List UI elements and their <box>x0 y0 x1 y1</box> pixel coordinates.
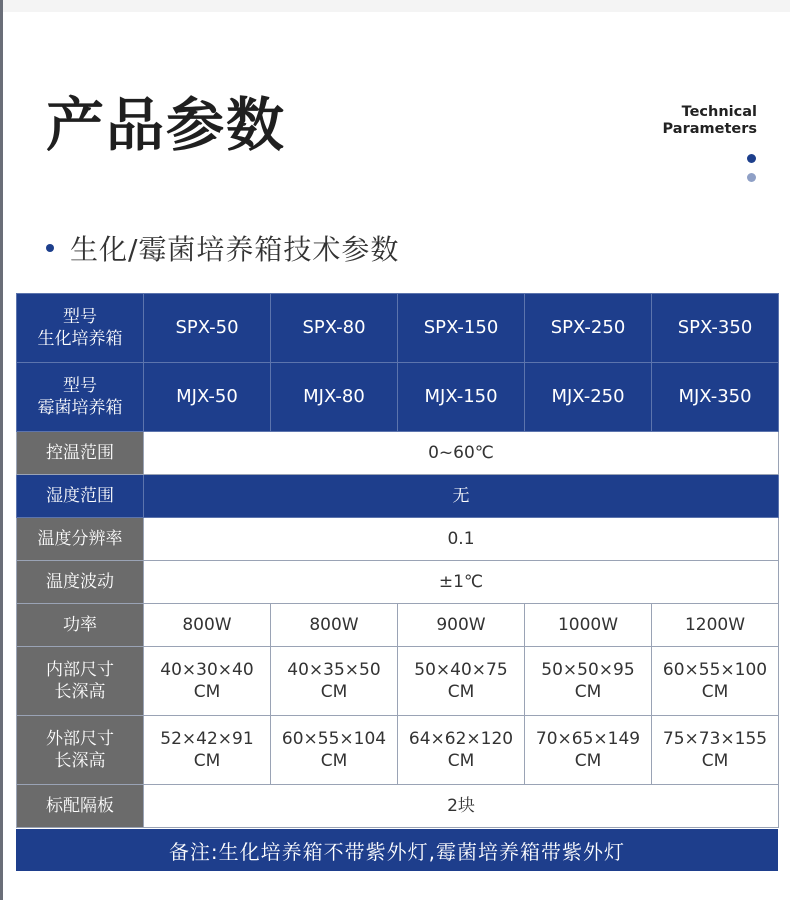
row-label <box>17 363 144 432</box>
table-cell <box>398 716 525 785</box>
label-line: 型号 <box>63 376 97 396</box>
table-cell <box>144 716 271 785</box>
row-temp-fluctuation <box>17 561 779 604</box>
dimension-value: 64×62×120 <box>408 729 514 749</box>
bullet-icon <box>46 244 54 252</box>
row-temp-range <box>17 432 779 475</box>
table-cell: MJX-50 <box>144 363 271 432</box>
row-model-spx <box>17 294 779 363</box>
dimension-value: 40×30×40 <box>160 660 254 680</box>
table-cell: 1200W <box>652 604 779 647</box>
top-band <box>0 0 790 12</box>
dimension-unit: CM <box>574 682 602 702</box>
row-inner-size <box>17 647 779 716</box>
table-cell: SPX-50 <box>144 294 271 363</box>
dimension-unit: CM <box>701 751 729 771</box>
dimension-value: 70×65×149 <box>535 729 641 749</box>
page-title: 产品参数 <box>46 91 287 159</box>
dimension-value: 60×55×100 <box>662 660 768 680</box>
english-subtitle <box>617 104 757 138</box>
table-cell: SPX-350 <box>652 294 779 363</box>
label-line: 长深高 <box>54 751 106 771</box>
row-model-mjx <box>17 363 779 432</box>
row-humidity-range <box>17 475 779 518</box>
label-line: 内部尺寸 <box>46 660 114 680</box>
dimension-value: 75×73×155 <box>662 729 768 749</box>
remark-banner: 备注:生化培养箱不带紫外灯,霉菌培养箱带紫外灯 <box>16 829 778 871</box>
row-label: 湿度范围 <box>17 475 144 518</box>
table-cell <box>652 647 779 716</box>
row-label: 标配隔板 <box>17 785 144 828</box>
table-cell <box>525 647 652 716</box>
label-line: 霉菌培养箱 <box>37 398 123 418</box>
row-label <box>17 647 144 716</box>
english-subtitle-line-2: Parameters <box>662 121 757 137</box>
table-cell: 900W <box>398 604 525 647</box>
row-temp-resolution <box>17 518 779 561</box>
row-shelves <box>17 785 779 828</box>
label-line: 型号 <box>63 307 97 327</box>
dimension-unit: CM <box>320 751 348 771</box>
table-cell: MJX-350 <box>652 363 779 432</box>
left-edge-bar <box>0 0 3 900</box>
english-subtitle-line-1: Technical <box>681 104 757 120</box>
row-label: 控温范围 <box>17 432 144 475</box>
table-cell <box>652 716 779 785</box>
row-outer-size <box>17 716 779 785</box>
table-cell <box>144 647 271 716</box>
table-cell: MJX-150 <box>398 363 525 432</box>
dimension-value: 50×40×75 <box>414 660 508 680</box>
row-label: 功率 <box>17 604 144 647</box>
dimension-unit: CM <box>447 682 475 702</box>
row-label <box>17 294 144 363</box>
dimension-unit: CM <box>447 751 475 771</box>
table-cell: 无 <box>144 475 779 518</box>
table-cell: SPX-80 <box>271 294 398 363</box>
table-cell: MJX-80 <box>271 363 398 432</box>
dimension-value: 50×50×95 <box>541 660 635 680</box>
dimension-unit: CM <box>574 751 602 771</box>
decor-dot-dark <box>747 154 756 163</box>
table-cell: ±1℃ <box>144 561 779 604</box>
section-heading <box>46 228 399 268</box>
table-cell: 800W <box>271 604 398 647</box>
table-cell: 0.1 <box>144 518 779 561</box>
table-cell: 800W <box>144 604 271 647</box>
table-cell: MJX-250 <box>525 363 652 432</box>
row-label <box>17 716 144 785</box>
dimension-value: 60×55×104 <box>281 729 387 749</box>
table-cell <box>271 647 398 716</box>
table-cell: 0~60℃ <box>144 432 779 475</box>
table-cell: SPX-150 <box>398 294 525 363</box>
table-cell <box>525 716 652 785</box>
dimension-unit: CM <box>193 682 221 702</box>
table-cell: 1000W <box>525 604 652 647</box>
label-line: 外部尺寸 <box>46 729 114 749</box>
dimension-value: 52×42×91 <box>160 729 254 749</box>
row-label: 温度波动 <box>17 561 144 604</box>
table-cell: 2块 <box>144 785 779 828</box>
decor-dot-light <box>747 173 756 182</box>
row-power <box>17 604 779 647</box>
table-cell <box>271 716 398 785</box>
dimension-unit: CM <box>320 682 348 702</box>
label-line: 生化培养箱 <box>37 329 123 349</box>
dimension-value: 40×35×50 <box>287 660 381 680</box>
dimension-unit: CM <box>701 682 729 702</box>
table-cell: SPX-250 <box>525 294 652 363</box>
label-line: 长深高 <box>54 682 106 702</box>
row-label: 温度分辨率 <box>17 518 144 561</box>
section-title: 生化/霉菌培养箱技术参数 <box>70 233 400 266</box>
table-cell <box>398 647 525 716</box>
dimension-unit: CM <box>193 751 221 771</box>
spec-table <box>16 293 779 828</box>
